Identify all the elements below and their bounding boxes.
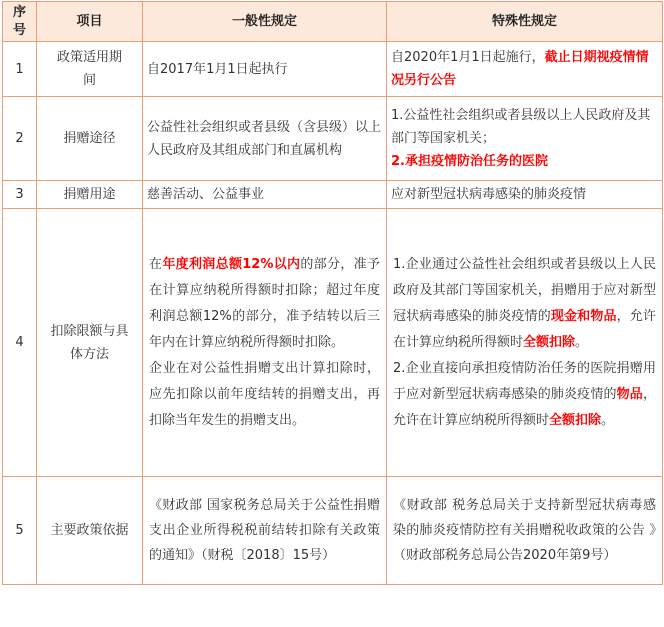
header-general: 一般性规定 bbox=[143, 2, 387, 42]
highlight-text: 现金和物品 bbox=[550, 308, 617, 324]
row-special bbox=[387, 209, 663, 477]
special-text: ，允许在计算应纳税所得额时 bbox=[393, 386, 656, 428]
row-special: 应对新型冠状病毒感染的肺炎疫情 bbox=[387, 181, 663, 209]
highlight-text: 物品 bbox=[616, 386, 643, 402]
special-item-1 bbox=[393, 252, 656, 356]
row-special bbox=[387, 42, 663, 97]
special-item-2 bbox=[393, 356, 656, 434]
table-row bbox=[3, 42, 663, 97]
header-row bbox=[3, 2, 663, 42]
row-general bbox=[143, 209, 387, 477]
row-special: 《财政部 税务总局关于支持新型冠状病毒感染的肺炎疫情防控有关捐赠税收政策的公告 》（财政部税务总局公告2020年第9号） bbox=[387, 477, 663, 585]
special-text: ，允许在计算应纳税所得额时 bbox=[393, 308, 656, 350]
row-general: 慈善活动、公益事业 bbox=[143, 181, 387, 209]
general-paragraph-2: 企业在对公益性捐赠支出计算扣除时，应先扣除以前年度结转的捐赠支出，再扣除当年发生的捐赠支出。 bbox=[149, 360, 380, 428]
table-row bbox=[3, 181, 663, 209]
highlight-text: 全额扣除 bbox=[523, 334, 576, 350]
highlight-text: 全额扣除 bbox=[549, 412, 602, 428]
highlight-text: 截止日期视疫情情况另行公告 bbox=[391, 50, 649, 88]
special-item-1: 1.公益性社会组织或者县级以上人民政府及其部门等国家机关； bbox=[391, 108, 651, 146]
special-text: 。 bbox=[575, 334, 589, 350]
special-text: 自2020年1月1日起施行， bbox=[391, 50, 545, 65]
row-seq: 1 bbox=[3, 42, 37, 97]
row-special bbox=[387, 97, 663, 181]
policy-comparison-table bbox=[2, 1, 663, 585]
row-item: 政策适用期间 bbox=[37, 42, 143, 97]
row-seq: 3 bbox=[3, 181, 37, 209]
table-row bbox=[3, 209, 663, 477]
row-general: 公益性社会组织或者县级（含县级）以上人民政府及其组成部门和直属机构 bbox=[143, 97, 387, 181]
table-row bbox=[3, 97, 663, 181]
header-item: 项目 bbox=[37, 2, 143, 42]
special-item-2: 2.承担疫情防治任务的医院 bbox=[391, 154, 548, 169]
row-seq: 2 bbox=[3, 97, 37, 181]
special-text: 。 bbox=[601, 412, 615, 428]
table-row bbox=[3, 477, 663, 585]
row-item: 捐赠用途 bbox=[37, 181, 143, 209]
general-text: 的部分，准予在计算应纳税所得额时扣除；超过年度利润总额12%的部分，准予结转以后三年内在计算应纳税所得额时扣除。 bbox=[149, 256, 380, 350]
row-seq: 5 bbox=[3, 477, 37, 585]
row-seq: 4 bbox=[3, 209, 37, 477]
row-item: 捐赠途径 bbox=[37, 97, 143, 181]
general-paragraph-1 bbox=[149, 252, 380, 356]
special-text: 1.企业通过公益性社会组织或者县级以上人民政府及其部门等国家机关，捐赠用于应对新型冠状病毒感染的肺炎疫情的 bbox=[393, 256, 656, 324]
header-special: 特殊性规定 bbox=[387, 2, 663, 42]
special-text: 2.企业直接向承担疫情防治任务的医院捐赠用于应对新型冠状病毒感染的肺炎疫情的 bbox=[393, 360, 656, 402]
row-item: 扣除限额与具体方法 bbox=[37, 209, 143, 477]
highlight-text: 年度利润总额12%以内 bbox=[162, 256, 301, 272]
row-general: 自2017年1月1日起执行 bbox=[143, 42, 387, 97]
header-seq: 序号 bbox=[3, 2, 37, 42]
general-text: 在 bbox=[149, 256, 163, 272]
row-general: 《财政部 国家税务总局关于公益性捐赠支出企业所得税税前结转扣除有关政策的通知》（财税〔2018〕15号） bbox=[143, 477, 387, 585]
row-item: 主要政策依据 bbox=[37, 477, 143, 585]
